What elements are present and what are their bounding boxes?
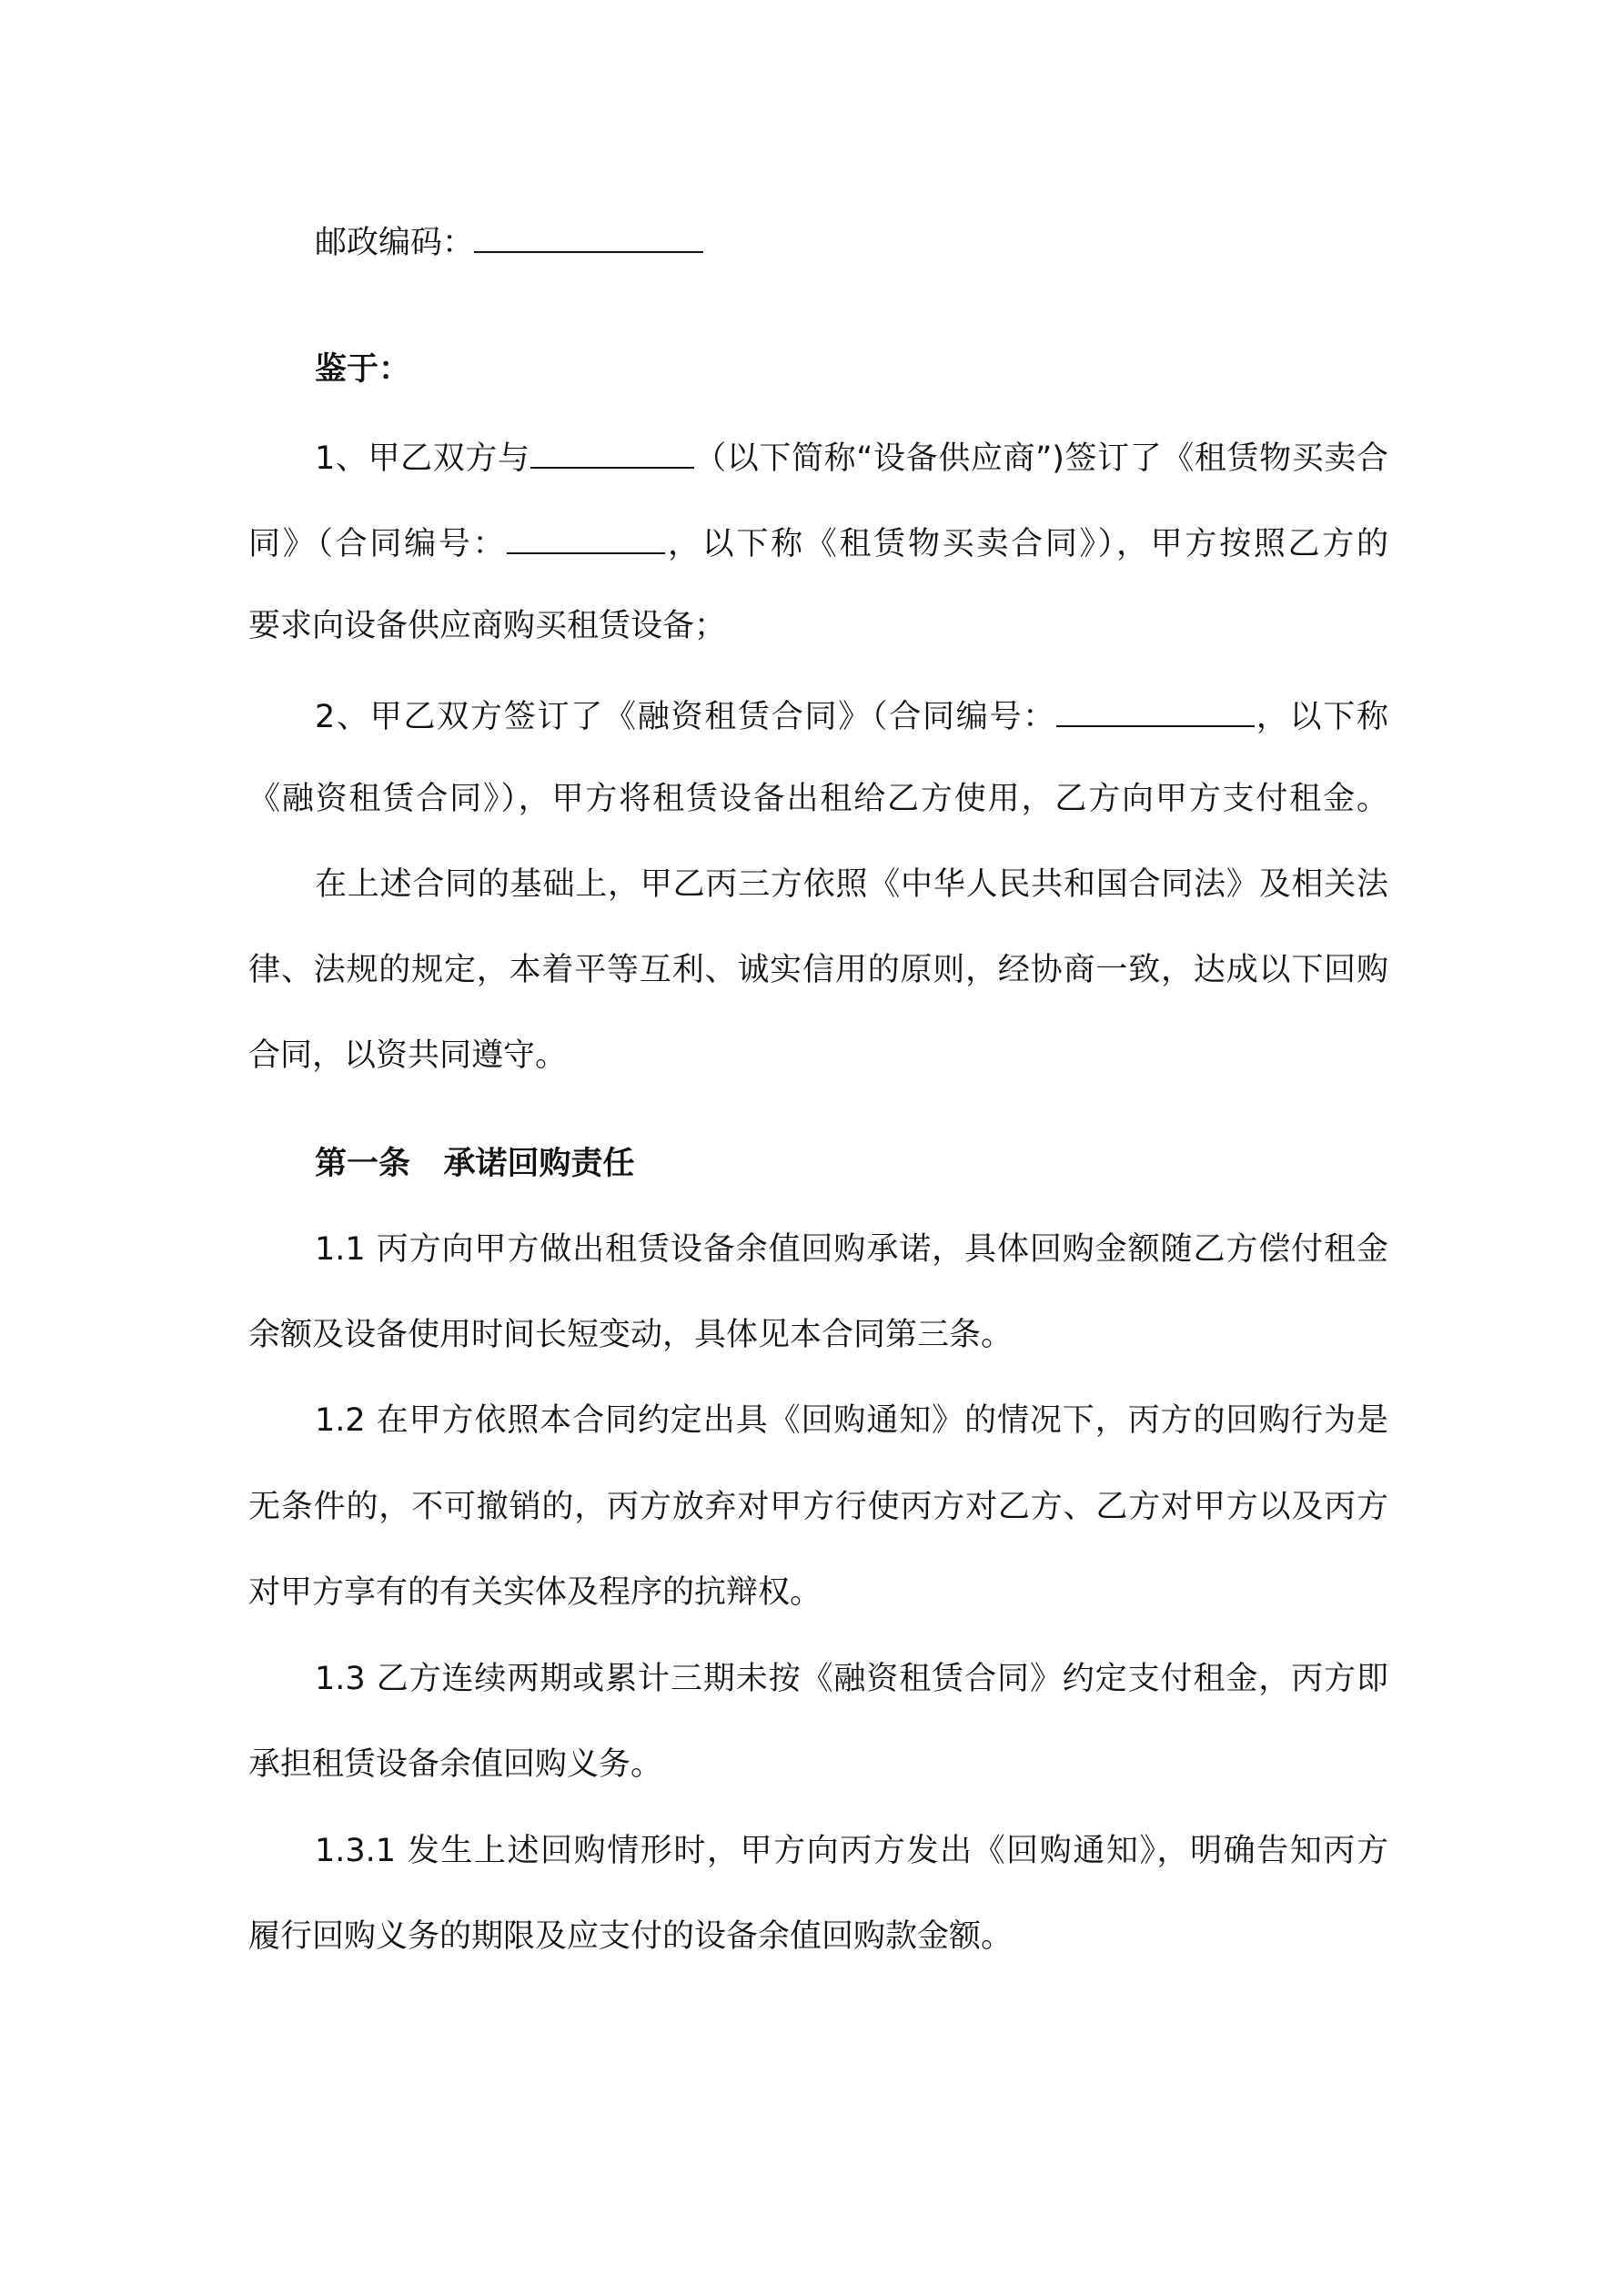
clause-1-2-line-1: 1.2 在甲方依照本合同约定出具《回购通知》的情况下，丙方的回购行为是 xyxy=(315,1402,1388,1439)
clause-1-3-line-2: 承担租赁设备余值回购义务。 xyxy=(248,1746,663,1783)
basis-line-1: 在上述合同的基础上，甲乙丙三方依照《中华人民共和国合同法》及相关法 xyxy=(315,866,1388,903)
clause-1-3-1-line-2: 履行回购义务的期限及应支付的设备余值回购款金额。 xyxy=(248,1918,1014,1955)
text: ，以下称《租赁物买卖合同》），甲方按照乙方的 xyxy=(665,526,1388,562)
clause-1-3-1-line-1: 1.3.1 发生上述回购情形时，甲方向丙方发出《回购通知》，明确告知丙方 xyxy=(315,1833,1388,1869)
text: （以下简称“设备供应商”)签订了《租赁物买卖合 xyxy=(693,440,1389,477)
text: 1、甲乙双方与 xyxy=(315,440,530,477)
clause-1-2-line-3: 对甲方享有的有关实体及程序的抗辩权。 xyxy=(248,1574,822,1611)
article-1-heading: 第一条 承诺回购责任 xyxy=(315,1146,635,1182)
clause-1-1-line-1: 1.1 丙方向甲方做出租赁设备余值回购承诺，具体回购金额随乙方偿付租金 xyxy=(315,1231,1388,1268)
recital-1-line-2 xyxy=(248,518,1388,563)
supplier-blank[interactable] xyxy=(530,432,694,469)
text: 同》（合同编号： xyxy=(248,526,508,562)
purchase-contract-no-blank[interactable] xyxy=(507,518,665,554)
clause-1-2-line-2: 无条件的，不可撤销的，丙方放弃对甲方行使丙方对乙方、乙方对甲方以及丙方 xyxy=(248,1489,1388,1525)
recital-2-line-2: 《融资租赁合同》），甲方将租赁设备出租给乙方使用，乙方向甲方支付租金。 xyxy=(248,781,1388,817)
text: ，以下称 xyxy=(1254,699,1388,735)
postal-code-blank[interactable] xyxy=(474,217,703,253)
recital-1-line-1 xyxy=(315,432,1388,478)
clause-1-1-line-2: 余额及设备使用时间长短变动，具体见本合同第三条。 xyxy=(248,1317,1014,1353)
clause-1-3-line-1: 1.3 乙方连续两期或累计三期未按《融资租赁合同》约定支付租金，丙方即 xyxy=(315,1661,1388,1697)
lease-contract-no-blank[interactable] xyxy=(1056,691,1255,727)
recital-1-line-3: 要求向设备供应商购买租赁设备； xyxy=(248,608,727,644)
text: 2、甲乙双方签订了《融资租赁合同》（合同编号： xyxy=(315,699,1056,735)
recital-2-line-1 xyxy=(315,691,1388,736)
postal-code-label: 邮政编码： xyxy=(315,225,475,261)
basis-line-3: 合同，以资共同遵守。 xyxy=(248,1037,568,1074)
postal-code-line xyxy=(315,217,1388,262)
basis-line-2: 律、法规的规定，本着平等互利、诚实信用的原则，经协商一致，达成以下回购 xyxy=(248,952,1388,988)
whereas-heading: 鉴于： xyxy=(315,351,411,388)
